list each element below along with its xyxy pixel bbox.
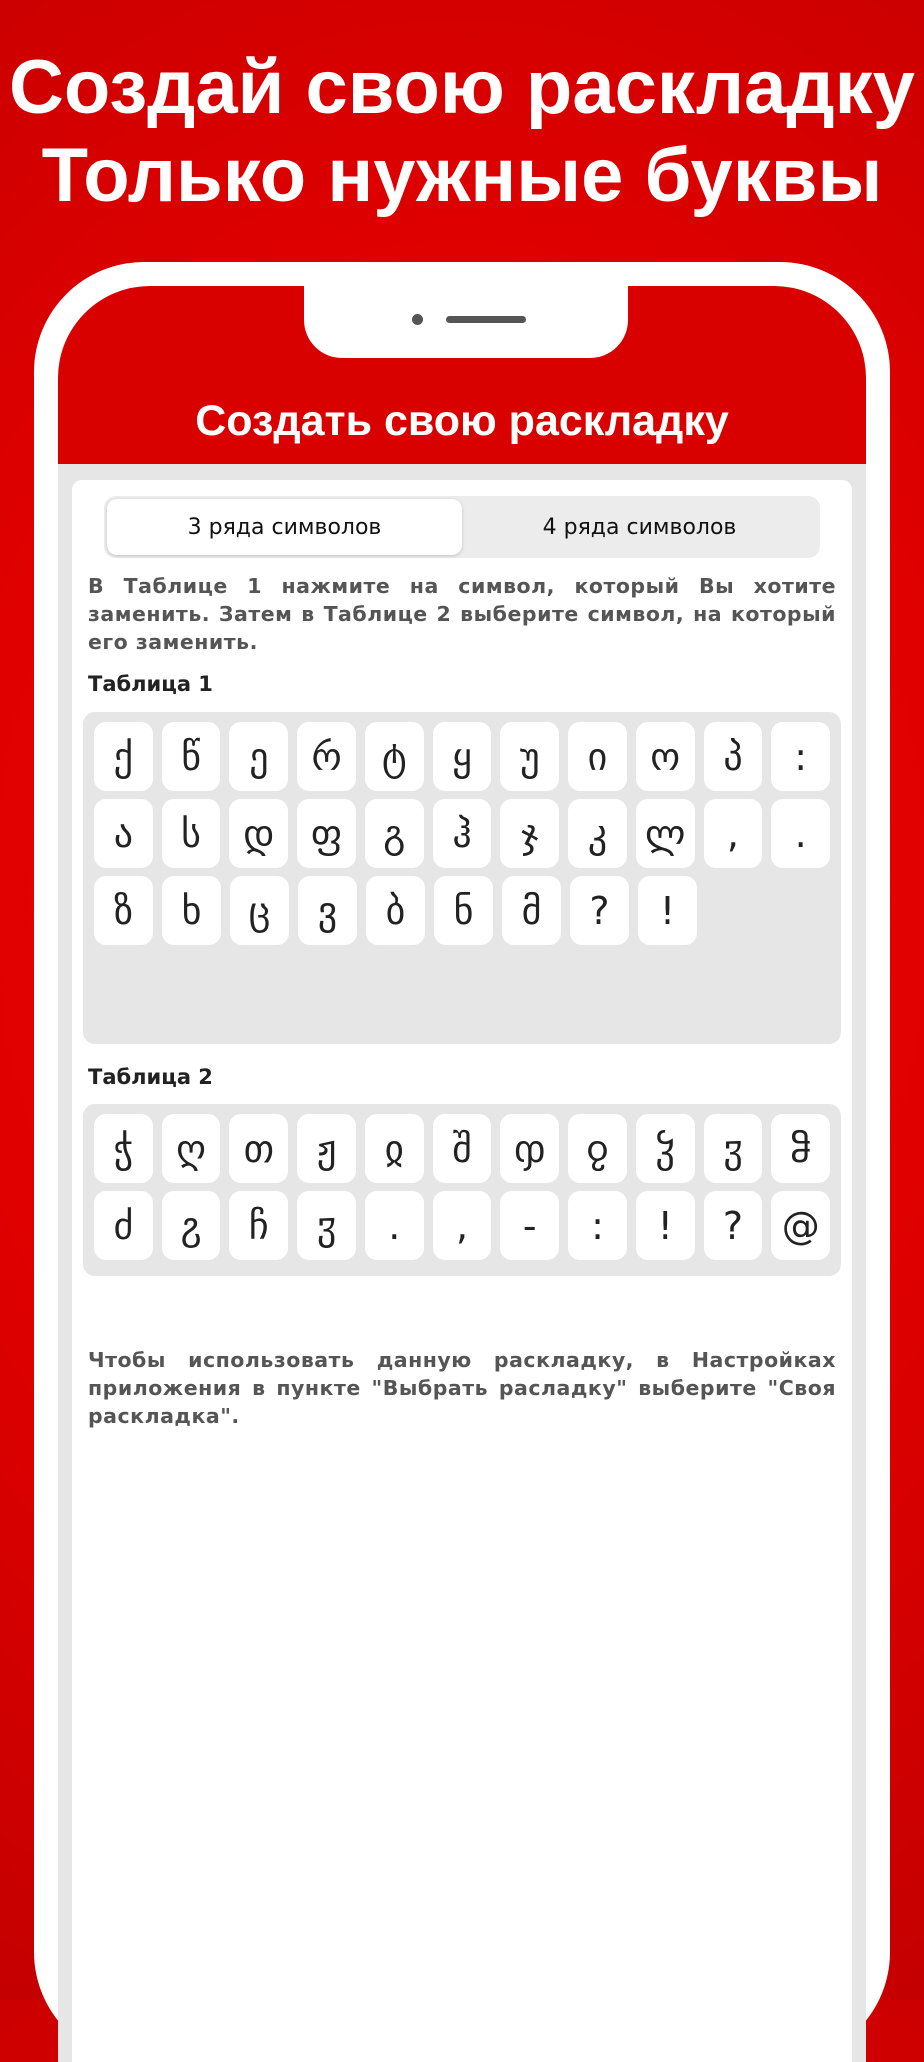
key[interactable]: პ — [704, 722, 763, 791]
key[interactable]: . — [771, 799, 830, 868]
key[interactable]: მ — [502, 876, 561, 945]
key[interactable]: ღ — [162, 1114, 221, 1183]
key[interactable]: ა — [94, 799, 153, 868]
key[interactable]: ე — [229, 722, 288, 791]
key[interactable]: - — [500, 1191, 559, 1260]
table-1-row — [94, 876, 830, 945]
key[interactable]: თ — [229, 1114, 288, 1183]
key[interactable]: ჟ — [297, 1114, 356, 1183]
key[interactable]: . — [365, 1191, 424, 1260]
key[interactable]: ! — [636, 1191, 695, 1260]
key[interactable]: რ — [297, 722, 356, 791]
table-1-row — [94, 722, 830, 791]
table-1-keyboard — [83, 712, 841, 1044]
table-2-keyboard — [83, 1104, 841, 1276]
key[interactable]: ჳ — [704, 1114, 763, 1183]
table-1-label: Таблица 1 — [88, 672, 213, 696]
key[interactable]: , — [433, 1191, 492, 1260]
key[interactable]: ზ — [94, 876, 153, 945]
table-2-row — [94, 1191, 830, 1260]
key[interactable]: ჭ — [94, 1114, 153, 1183]
promo-headline-line-2: Только нужные буквы — [41, 133, 883, 218]
key[interactable]: ჴ — [636, 1114, 695, 1183]
key[interactable]: ფ — [297, 799, 356, 868]
key[interactable]: ო — [636, 722, 695, 791]
key[interactable]: ხ — [162, 876, 221, 945]
key[interactable]: ჩ — [229, 1191, 288, 1260]
key[interactable]: ს — [162, 799, 221, 868]
phone-frame — [34, 262, 890, 2062]
table-2-row — [94, 1114, 830, 1183]
key[interactable]: ? — [570, 876, 629, 945]
key[interactable]: გ — [365, 799, 424, 868]
key[interactable]: ჹ — [568, 1114, 627, 1183]
key[interactable]: უ — [500, 722, 559, 791]
segment-3-rows[interactable]: 3 ряда символов — [107, 499, 462, 555]
key[interactable]: წ — [162, 722, 221, 791]
key[interactable]: ი — [568, 722, 627, 791]
key[interactable]: : — [568, 1191, 627, 1260]
key[interactable]: ჲ — [365, 1114, 424, 1183]
key[interactable]: ძ — [94, 1191, 153, 1260]
key[interactable]: დ — [229, 799, 288, 868]
key[interactable]: : — [771, 722, 830, 791]
key[interactable]: ვ — [298, 876, 357, 945]
content-card — [72, 480, 852, 2062]
table-2-label: Таблица 2 — [88, 1065, 213, 1089]
key[interactable]: ნ — [434, 876, 493, 945]
segment-4-rows[interactable]: 4 ряда символов — [542, 514, 737, 540]
phone-notch — [304, 286, 628, 358]
key[interactable]: შ — [433, 1114, 492, 1183]
camera-icon — [412, 314, 423, 325]
key[interactable]: ? — [704, 1191, 763, 1260]
promo-headline-line-1: Создай свою раскладку — [9, 45, 915, 130]
key[interactable]: ჳ — [297, 1191, 356, 1260]
instruction-text: В Таблице 1 нажмите на символ, который Вы хотите заменить. Затем в Таблице 2 выберите символ, на который его заменить. — [88, 574, 836, 654]
key[interactable]: , — [704, 799, 763, 868]
key[interactable]: ტ — [365, 722, 424, 791]
rows-segmented-control — [104, 496, 820, 558]
usage-note: Чтобы использовать данную раскладку, в Настройках приложения в пункте "Выбрать расладку" выберите "Своя раскладка". — [88, 1348, 836, 1428]
key[interactable]: კ — [568, 799, 627, 868]
key[interactable]: ჰ — [433, 799, 492, 868]
key[interactable]: ჷ — [162, 1191, 221, 1260]
key[interactable]: ყ — [433, 722, 492, 791]
key[interactable]: ჶ — [500, 1114, 559, 1183]
key[interactable]: ჯ — [500, 799, 559, 868]
app-header — [58, 286, 866, 464]
key[interactable]: ! — [638, 876, 697, 945]
key[interactable]: ქ — [94, 722, 153, 791]
table-1-row — [94, 799, 830, 868]
key[interactable]: ბ — [366, 876, 425, 945]
speaker-grille — [446, 316, 526, 323]
key[interactable]: ჵ — [771, 1114, 830, 1183]
page-title: Создать свою раскладку — [195, 397, 729, 445]
phone-screen — [58, 286, 866, 2062]
key[interactable]: @ — [771, 1191, 830, 1260]
key[interactable]: ც — [230, 876, 289, 945]
key[interactable]: ლ — [636, 799, 695, 868]
